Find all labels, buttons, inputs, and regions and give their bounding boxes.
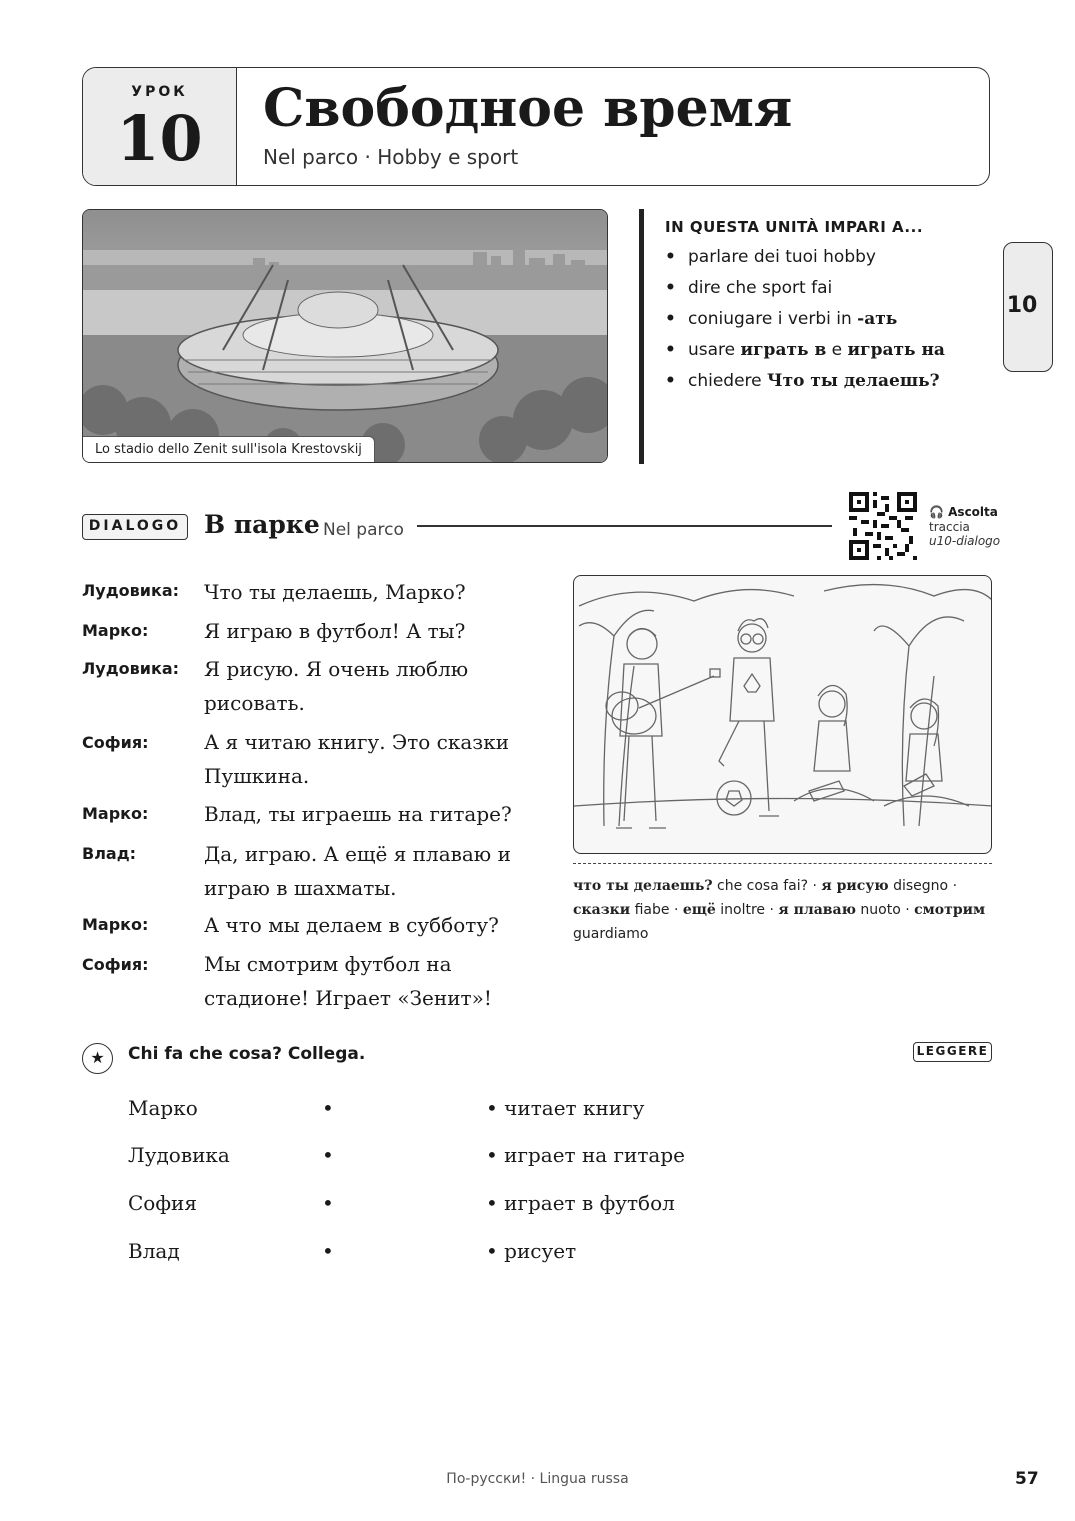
dialog-speaker: Лудовика: [82,659,180,678]
page-subtitle: Nel parco · Hobby e sport [263,145,519,169]
match-left-item[interactable]: Лудовика [128,1143,230,1167]
dialog-text: Я играю в футбол! А ты? [204,619,466,643]
page-title: Свободное время [263,78,793,139]
dialog-text: Что ты делаешь, Марко? [204,580,466,604]
photo-caption: Lo stadio dello Zenit sull'isola Krestovskij [83,436,375,462]
dialog-speaker: Марко: [82,621,149,640]
match-dot[interactable]: • [322,1143,334,1167]
glossary-divider [573,863,992,864]
dialog-label: DIALOGO [82,514,188,540]
exercise-tag: LEGGERE [913,1042,992,1062]
stadium-photo [82,209,608,463]
dialog-speaker: София: [82,733,149,752]
match-left-item[interactable]: Влад [128,1239,180,1263]
objectives-list [665,242,945,397]
stadium-illustration [83,210,608,463]
lesson-label: УРОК [131,84,188,100]
dialog-speaker: Марко: [82,915,149,934]
page-footer: По-русски! · Lingua russa [446,1471,629,1487]
dialog-text: А что мы делаем в субботу? [204,913,499,937]
lesson-badge [83,68,237,185]
lesson-number: 10 [116,102,203,175]
qr-code-icon[interactable] [849,492,917,560]
star-icon: ★ [82,1043,113,1074]
listen-title: 🎧 Ascolta [929,505,998,519]
objective-item: • coniugare i verbi in -ать [665,304,945,335]
objective-item: • parlare dei tuoi hobby [665,242,945,273]
dialog-speaker: София: [82,955,149,974]
dialog-rule [417,525,832,527]
park-illustration [573,575,992,854]
match-right-item[interactable]: • рисует [486,1239,577,1263]
match-right-item[interactable]: • читает книгу [486,1096,645,1120]
match-left-item[interactable]: София [128,1191,197,1215]
chapter-side-tab-number: 10 [1006,293,1038,318]
dialog-speaker: Марко: [82,804,149,823]
dialog-speaker: Лудовика: [82,581,180,600]
objectives-divider [639,209,644,464]
headphones-icon: 🎧 [929,505,944,519]
dialog-title: В парке [204,510,320,539]
dialog-text: Да, играю. А ещё я плаваю и играю в шахматы. [204,842,511,900]
match-dot[interactable]: • [322,1191,334,1215]
objective-item: • chiedere Что ты делаешь? [665,366,945,397]
match-dot[interactable]: • [322,1096,334,1120]
match-left-item[interactable]: Марко [128,1096,198,1120]
lesson-header [82,67,990,186]
objective-item: • dire che sport fai [665,273,945,304]
objective-item: • usare играть в e играть на [665,335,945,366]
match-right-item[interactable]: • играет на гитаре [486,1143,685,1167]
objectives-heading: IN QUESTA UNITÀ IMPARI A... [665,218,924,236]
dialog-text: Я рисую. Я очень люблю рисовать. [204,657,469,715]
children-in-park-drawing [574,576,992,854]
page-number: 57 [1015,1469,1039,1489]
chapter-side-tab [1003,242,1053,372]
exercise-instruction: Chi fa che cosa? Collega. [128,1044,366,1064]
dialog-text: А я читаю книгу. Это сказки Пушкина. [204,730,510,788]
dialog-text: Мы смотрим футбол на стадионе! Играет «Зенит»! [204,952,492,1010]
dialog-subtitle: Nel parco [323,520,404,540]
listen-track: traccia u10-dialogo [929,520,1001,548]
match-dot[interactable]: • [322,1239,334,1263]
match-right-item[interactable]: • играет в футбол [486,1191,675,1215]
glossary: что ты делаешь? che cosa fai? · я рисую disegno · сказки fiabe · ещё inoltre · я плаваю nuoto · смотрим guardiamo [573,878,986,942]
dialog-speaker: Влад: [82,844,137,863]
dialog-text: Влад, ты играешь на гитаре? [204,802,512,826]
